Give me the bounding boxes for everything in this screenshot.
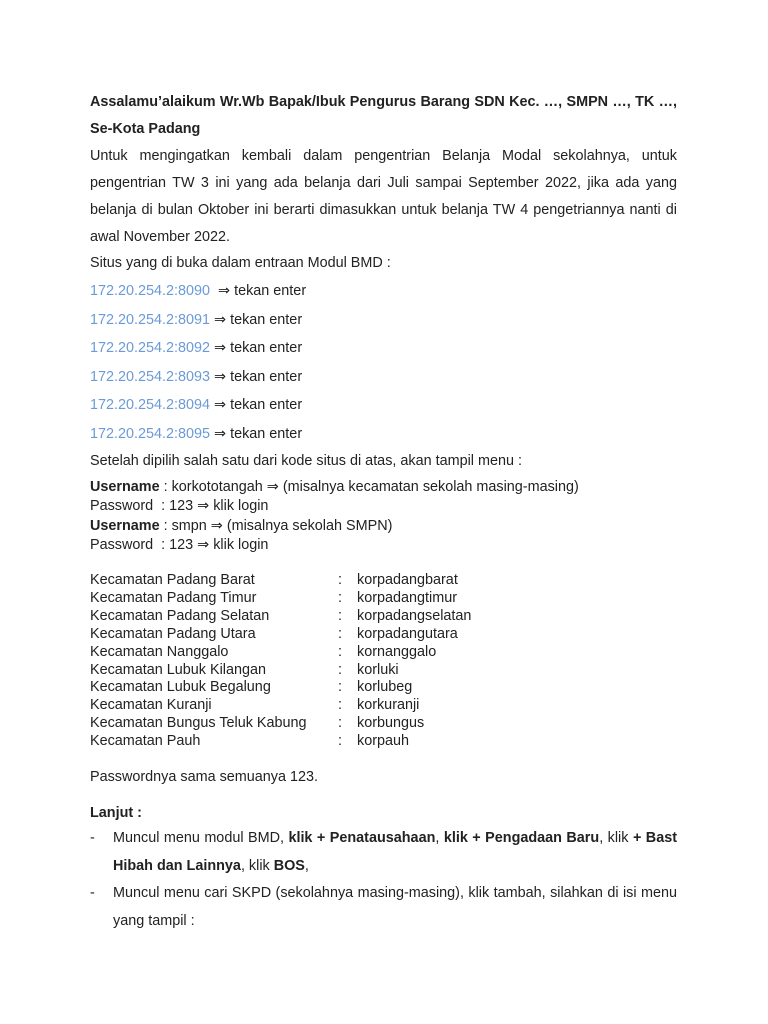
step-bold-segment: + Bast Hibah dan Lainnya: [113, 830, 678, 874]
kecamatan-colon: :: [338, 715, 342, 732]
kecamatan-name: Kecamatan Padang Barat: [90, 572, 255, 588]
kecamatan-username: korpadangselatan: [357, 607, 472, 624]
password-line: Password : 123 ⇒ klik login: [90, 536, 269, 553]
site-action: ⇒ tekan enter: [218, 283, 307, 299]
site-link[interactable]: 172.20.254.2:8092: [90, 340, 211, 357]
site-row: [90, 391, 690, 420]
username-value: : smpn ⇒ (misalnya sekolah SMPN): [159, 517, 393, 534]
username-value: : korkototangah ⇒ (misalnya kecamatan sekolah masing-masing): [159, 479, 579, 495]
after-select-text: Setelah dipilih salah satu dari kode situs di atas, akan tampil menu :: [90, 453, 522, 469]
site-link[interactable]: 172.20.254.2:8095: [90, 425, 211, 442]
kecamatan-username: kornanggalo: [357, 643, 437, 660]
step-segment: , klik: [240, 857, 274, 874]
kecamatan-name: Kecamatan Pauh: [90, 733, 201, 750]
bullet-dash: -: [90, 830, 95, 846]
kecamatan-row: [90, 608, 471, 626]
step-text: [113, 825, 677, 880]
bullet-dash: -: [90, 885, 95, 902]
site-row: [90, 277, 690, 306]
site-row: [90, 420, 690, 449]
kecamatan-username: korbungus: [357, 715, 425, 732]
kecamatan-name: Kecamatan Padang Utara: [90, 625, 256, 642]
site-link[interactable]: 172.20.254.2:8094: [90, 397, 211, 414]
kecamatan-row: [90, 679, 471, 697]
step-item: [90, 825, 677, 880]
site-row: [90, 334, 690, 363]
site-action: ⇒ tekan enter: [214, 340, 303, 357]
kecamatan-colon: :: [338, 607, 342, 624]
password-note: Passwordnya sama semuanya 123.: [90, 769, 318, 785]
site-action: ⇒ tekan enter: [214, 368, 303, 385]
steps-list: [90, 825, 677, 935]
step-bold-segment: klik + Penatausahaan: [288, 830, 436, 846]
site-link[interactable]: 172.20.254.2:8090: [90, 283, 211, 299]
login-info: [90, 478, 690, 555]
kecamatan-name: Kecamatan Padang Selatan: [90, 607, 270, 624]
kecamatan-colon: :: [338, 733, 342, 750]
kecamatan-colon: :: [338, 625, 342, 642]
kecamatan-colon: :: [338, 572, 342, 588]
kecamatan-row: [90, 572, 471, 590]
site-action: ⇒ tekan enter: [214, 397, 303, 414]
kecamatan-name: Kecamatan Padang Timur: [90, 589, 257, 606]
step-text: Muncul menu cari SKPD (sekolahnya masing-masing), klik tambah, silahkan di isi menu yang tampil :: [113, 885, 677, 929]
sites-list: [90, 277, 690, 449]
kecamatan-colon: :: [338, 679, 342, 696]
kecamatan-colon: :: [338, 697, 342, 714]
kecamatan-row: [90, 715, 471, 733]
site-link[interactable]: 172.20.254.2:8091: [90, 311, 211, 328]
greeting-heading: [90, 89, 677, 143]
step-segment: Muncul menu modul BMD,: [113, 830, 289, 846]
step-bold-segment: BOS: [273, 857, 305, 874]
kecamatan-row: [90, 733, 471, 751]
step-segment: ,: [435, 830, 444, 846]
site-row: [90, 306, 690, 335]
kecamatan-name: Kecamatan Lubuk Begalung: [90, 679, 271, 696]
kecamatan-colon: :: [338, 661, 342, 678]
kecamatan-colon: :: [338, 643, 342, 660]
kecamatan-name: Kecamatan Kuranji: [90, 697, 212, 714]
kecamatan-username: korpadangbarat: [357, 572, 458, 588]
kecamatan-username: korpadangtimur: [357, 589, 457, 606]
username-line: [90, 517, 690, 536]
site-action: ⇒ tekan enter: [214, 311, 303, 328]
kecamatan-username: korpauh: [357, 733, 410, 750]
step-segment: ,: [304, 857, 309, 874]
lanjut-heading: Lanjut :: [90, 805, 142, 821]
greeting-text: Assalamu’alaikum Wr.Wb Bapak/Ibuk Pengurus Barang SDN Kec. …, SMPN …, TK …, Se-Kota Padang: [90, 94, 677, 137]
username-label: Username: [90, 517, 160, 534]
site-action: ⇒ tekan enter: [214, 425, 303, 442]
site-row: [90, 363, 690, 392]
username-line: [90, 478, 690, 497]
kecamatan-username: korkuranji: [357, 697, 420, 714]
step-segment: , klik: [599, 830, 633, 846]
kecamatan-username: korluki: [357, 661, 399, 678]
kecamatan-name: Kecamatan Nanggalo: [90, 643, 229, 660]
step-item: [90, 880, 677, 935]
site-link[interactable]: 172.20.254.2:8093: [90, 368, 211, 385]
kecamatan-colon: :: [338, 589, 342, 606]
kecamatan-row: [90, 644, 471, 662]
kecamatan-row: [90, 590, 471, 608]
kecamatan-name: Kecamatan Lubuk Kilangan: [90, 661, 267, 678]
kecamatan-row: [90, 626, 471, 644]
kecamatan-row: [90, 662, 471, 680]
step-bold-segment: klik + Pengadaan Baru: [443, 830, 600, 846]
kecamatan-name: Kecamatan Bungus Teluk Kabung: [90, 715, 307, 732]
kecamatan-username: korlubeg: [357, 679, 413, 696]
kecamatan-username: korpadangutara: [357, 625, 458, 642]
intro-paragraph: Untuk mengingatkan kembali dalam pengentrian Belanja Modal sekolahnya, untuk pengentrian TW 3 ini yang ada belanja dari Juli sampai September 2022, jika ada yang belanja di bulan Oktober ini berarti dimasukkan untuk belanja TW 4 pengetriannya nanti di awal November 2022.: [90, 148, 677, 245]
sites-heading: Situs yang di buka dalam entraan Modul BMD :: [90, 255, 391, 271]
kecamatan-row: [90, 697, 471, 715]
kecamatan-table: [90, 572, 471, 751]
username-label: Username: [90, 479, 160, 495]
password-line: Password : 123 ⇒ klik login: [90, 498, 269, 515]
